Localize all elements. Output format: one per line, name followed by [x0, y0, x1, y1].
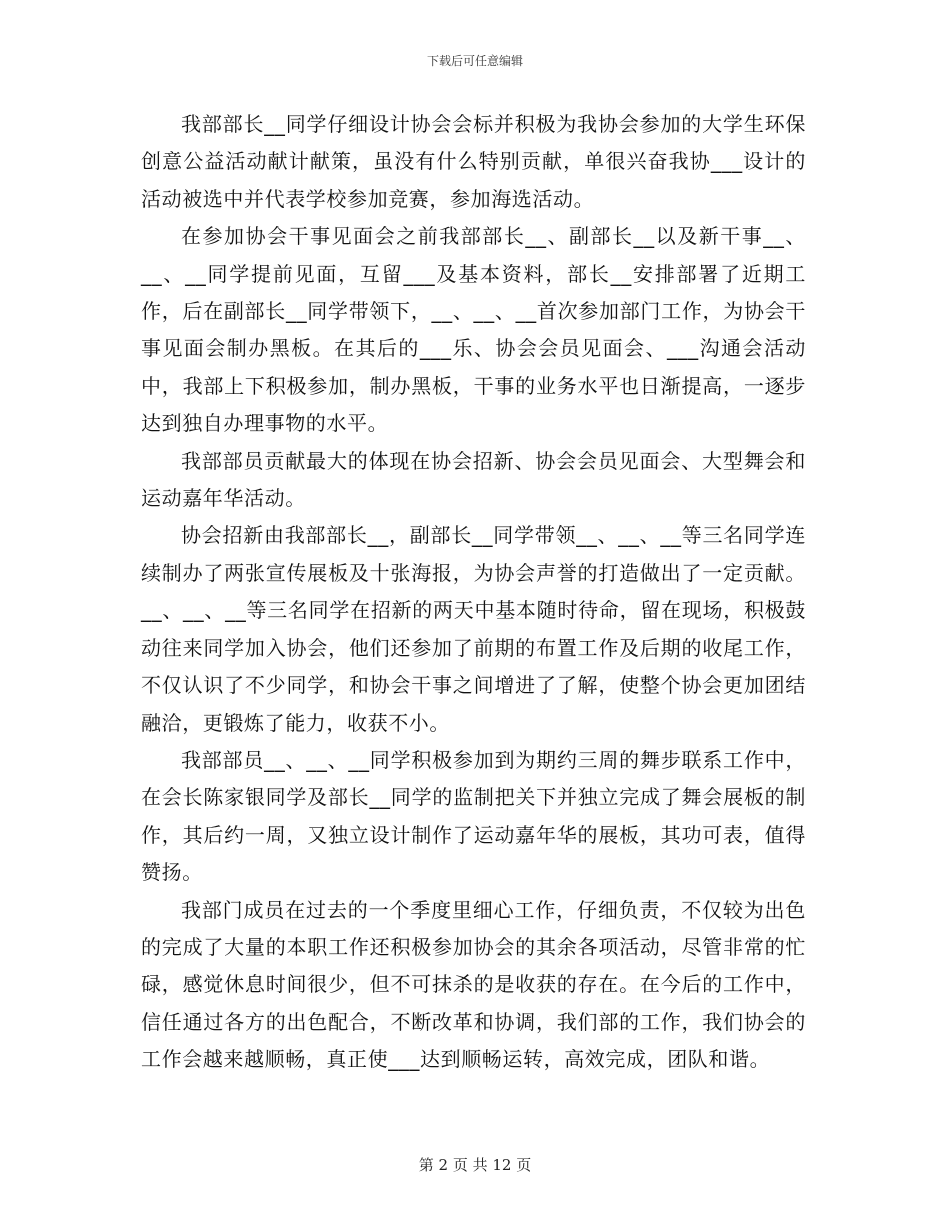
paragraph-1: 我部部长__同学仔细设计协会会标并积极为我协会参加的大学生环保创意公益活动献计献策，虽没有什么特别贡献，单很兴奋我协___设计的活动被选中并代表学校参加竞赛，参加海选活动。	[141, 112, 806, 211]
paragraph-3: 我部部员贡献最大的体现在协会招新、协会会员见面会、大型舞会和运动嘉年华活动。	[141, 448, 806, 511]
paragraph-4: 协会招新由我部部长__，副部长__同学带领__、__、__等三名同学连续制办了两张宣传展板及十张海报，为协会声誉的打造做出了一定贡献。__、__、__等三名同学在招新的两天中基本随时待命，留在现场，积极鼓动往来同学加入协会，他们还参加了前期的布置工作及后期的收尾工作，不仅认识了不少同学，和协会干事之间增进了了解，使整个协会更加团结融洽，更锻炼了能力，收获不小。	[141, 523, 806, 735]
page-header: 下载后可任意编辑	[426, 54, 523, 68]
paragraph-2: 在参加协会干事见面会之前我部部长__、副部长__以及新干事__、__、__同学提前见面，互留___及基本资料，部长__安排部署了近期工作，后在副部长__同学带领下，__、__、__首次参加部门工作，为协会干事见面会制办黑板。在其后的___乐、协会会员见面会、___沟通会活动中，我部上下积极参加，制办黑板，干事的业务水平也日渐提高，一逐步达到独自办理事物的水平。	[141, 224, 806, 436]
document-body	[141, 106, 806, 1079]
page-number-footer: 第 2 页 共 12 页	[418, 1156, 532, 1174]
paragraph-5: 我部部员__、__、__同学积极参加到为期约三周的舞步联系工作中，在会长陈家银同学及部长__同学的监制把关下并独立完成了舞会展板的制作，其后约一周，又独立设计制作了运动嘉年华的展板，其功可表，值得赞扬。	[141, 747, 806, 885]
paragraph-6: 我部门成员在过去的一个季度里细心工作，仔细负责，不仅较为出色的完成了大量的本职工作还积极参加协会的其余各项活动，尽管非常的忙碌，感觉休息时间很少，但不可抹杀的是收获的存在。在今后的工作中，信任通过各方的出色配合，不断改革和协调，我们部的工作，我们协会的工作会越来越顺畅，真正使___达到顺畅运转，高效完成，团队和谐。	[141, 897, 806, 1072]
